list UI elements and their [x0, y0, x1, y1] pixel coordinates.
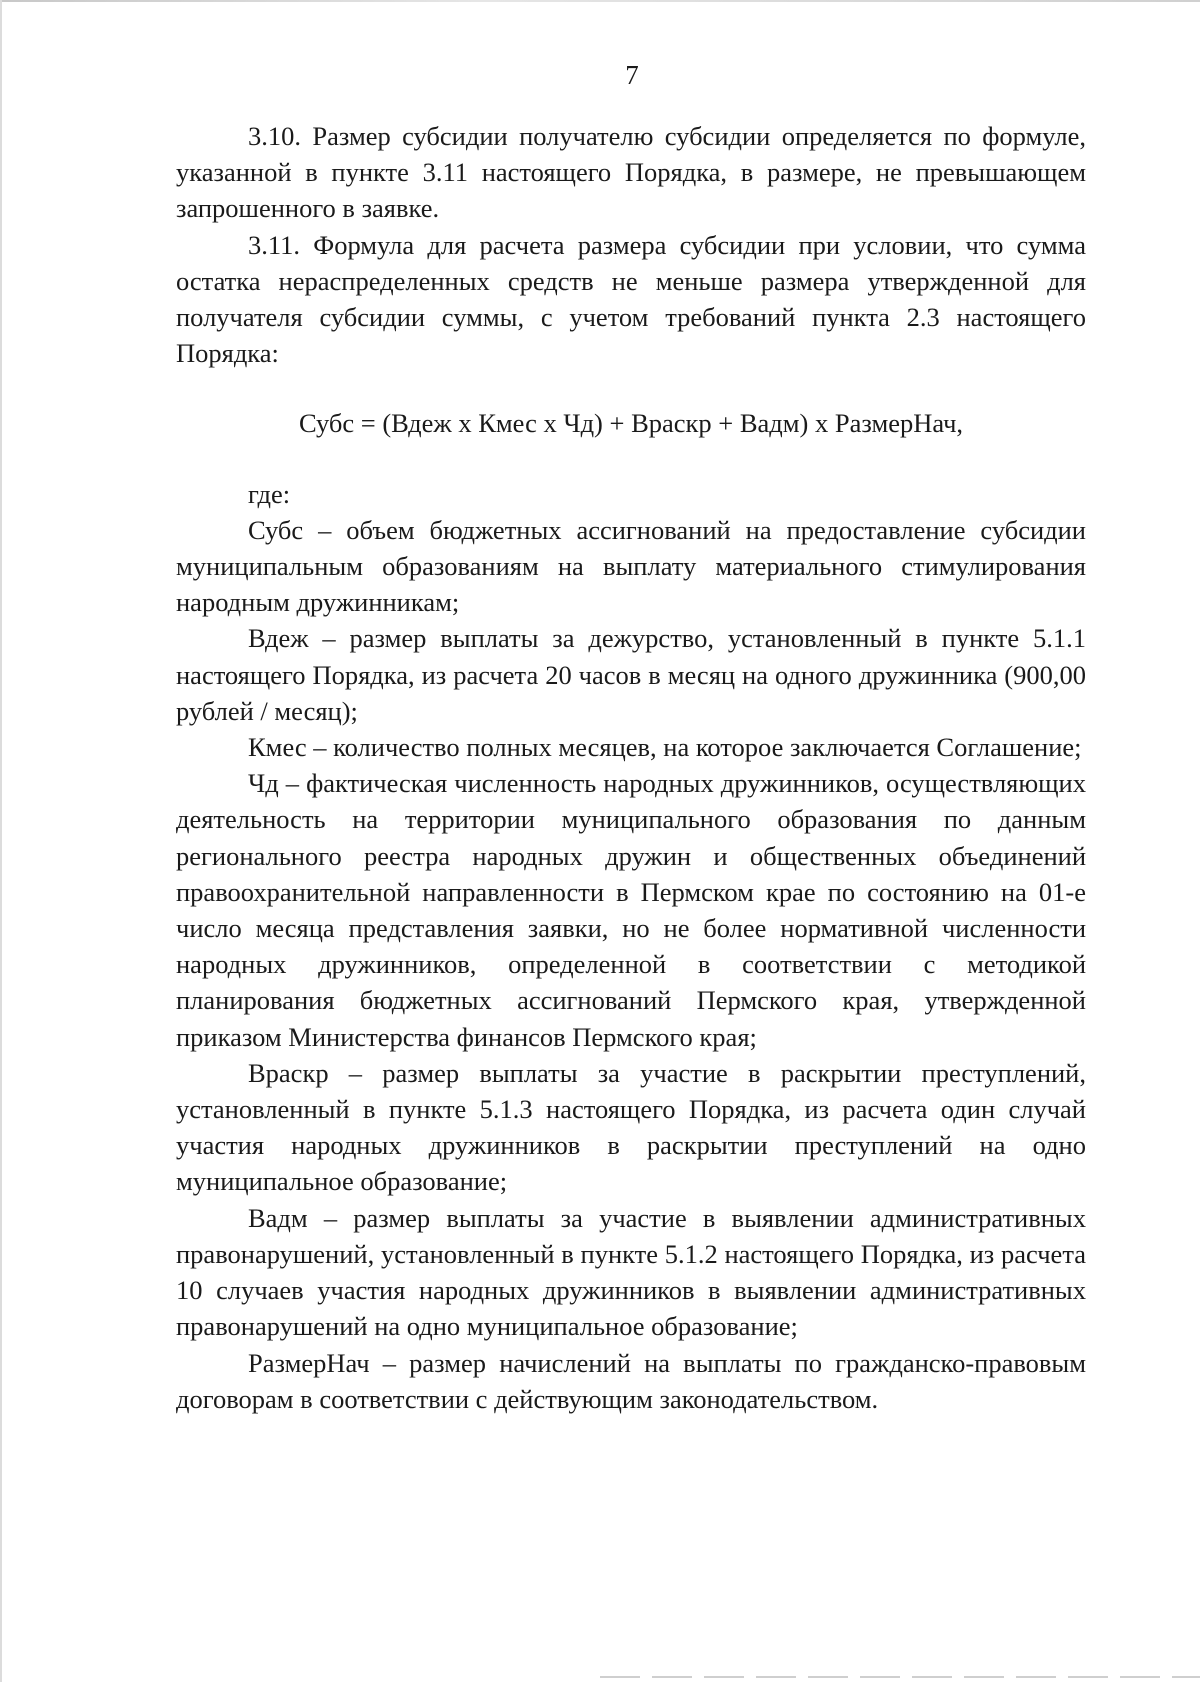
definition-subs: Субс – объем бюджетных ассигнований на предоставление субсидии муниципальным образованиям на выплату материального стимулирования народным дружинникам; [176, 514, 1086, 618]
definition-vadm: Вадм – размер выплаты за участие в выявлении административных правонарушений, установленный в пункте 5.1.2 настоящего Порядка, из расчета 10 случаев участия народных дружинников в выявлении административных правонарушений на одно муниципальное образование; [176, 1202, 1086, 1342]
definition-vdezh: Вдеж – размер выплаты за дежурство, установленный в пункте 5.1.1 настоящего Порядка, из расчета 20 часов в месяц на одного дружинника (900,00 рублей / месяц); [176, 623, 1086, 726]
definition-vraskr: Враскр – размер выплаты за участие в раскрытии преступлений, установленный в пункте 5.1.3 настоящего Порядка, из расчета один случай участия народных дружинников в раскрытии преступлений на одно муниципальное образование; [176, 1057, 1086, 1197]
where-label: где: [248, 478, 291, 509]
scan-edge-bottom [600, 1676, 1200, 1678]
paragraph-3-10: 3.10. Размер субсидии получателю субсидии определяется по формуле, указанной в пункте 3.11 настоящего Порядка, в размере, не превышающем запрошенного в заявке. [176, 121, 1086, 224]
page-number: 7 [625, 60, 639, 90]
definition-chd: Чд – фактическая численность народных дружинников, осуществляющих деятельность на территории муниципального образования по данным регионального реестра народных дружин и общественных объединений правоохранительной направленности в Пермском крае по состоянию на 01-е число месяца представления заявки, но не более нормативной численности народных дружинников, определенной в соответствии с методикой планирования бюджетных ассигнований Пермского края, утвержденной приказом Министерства финансов Пермского края; [176, 768, 1086, 1052]
definition-kmes: Кмес – количество полных месяцев, на которое заключается Соглашение; [248, 732, 1082, 763]
document-body [176, 118, 1086, 1417]
scan-edge-left [0, 0, 2, 1682]
definition-razmernach: РазмерНач – размер начислений на выплаты по гражданско-правовым договорам в соответствии с действующим законодательством. [176, 1347, 1086, 1414]
subsidy-formula: Субс = (Вдеж х Кмес х Чд) + Враскр + Вадм) х РазмерНач, [298, 408, 964, 439]
scan-edge-top [0, 0, 1200, 2]
paragraph-3-11: 3.11. Формула для расчета размера субсидии при условии, что сумма остатка нераспределенных средств не меньше размера утвержденной для получателя субсидии суммы, с учетом требований пункта 2.3 настоящего Порядка: [176, 229, 1086, 369]
